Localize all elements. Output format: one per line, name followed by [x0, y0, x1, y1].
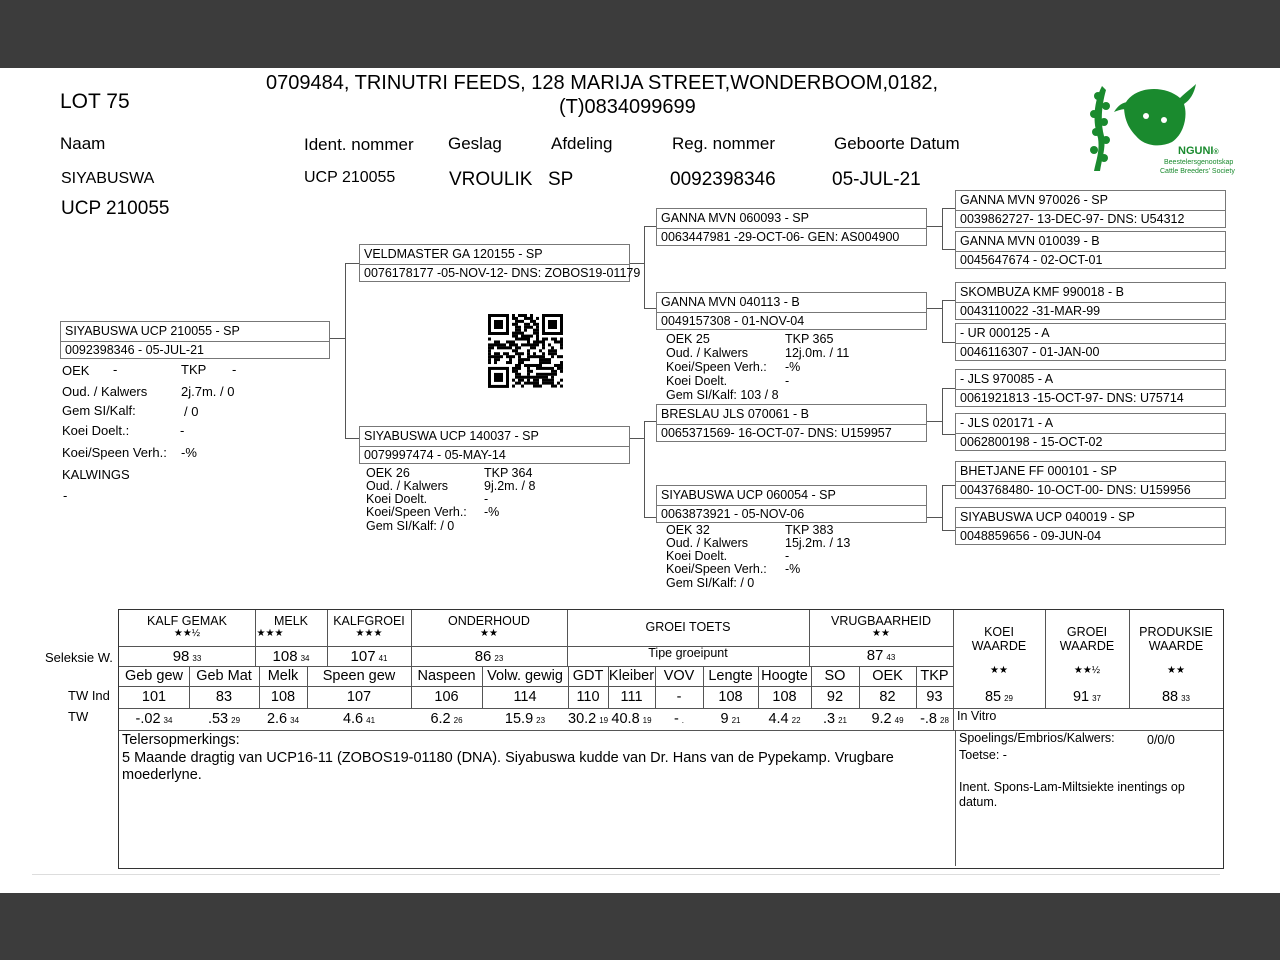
produksie-waarde-line-2: WAARDE — [1148, 639, 1204, 653]
toetse: Toetse: - — [959, 748, 1007, 762]
col-header-5: Volw. gewig — [487, 668, 563, 684]
gp-sd-oud-label: Oud. / Kalwers — [666, 346, 748, 360]
seleksie-kalfgroei-accuracy: 41 — [378, 654, 388, 663]
produksie-waarde-ind-accuracy: 33 — [1181, 694, 1191, 703]
gp-dd-line-2: 0063873921 - 05-NOV-06 — [661, 507, 805, 521]
gp-ss-line-2: 0063447981 -29-OCT-06- GEN: AS004900 — [661, 230, 900, 244]
col-header-1: Geb Mat — [196, 668, 252, 684]
tw-label: TW — [68, 709, 89, 724]
tw-10-accuracy: 22 — [791, 716, 801, 725]
gp-ss-line-1: GANNA MVN 060093 - SP — [661, 211, 809, 225]
dam-koei-value: - — [484, 492, 489, 506]
stars-koei: ★★ — [990, 665, 1008, 676]
tw-8-value: - — [673, 711, 679, 727]
koei-waarde-ind-value: 85 — [984, 689, 1002, 705]
subject-oud-label: Oud. / Kalwers — [62, 384, 148, 399]
col-header-4: Naspeen — [417, 668, 476, 684]
seleksie-kalfgroei-value: 107 — [350, 648, 376, 665]
ggp-5-line-2: 0061921813 -15-OCT-97- DNS: U75714 — [960, 391, 1184, 405]
gp-dam-sire-box — [656, 404, 927, 442]
ggp-8-line-1: SIYABUSWA UCP 040019 - SP — [960, 510, 1135, 524]
tw-0-accuracy: 34 — [163, 716, 173, 725]
tw-9-accuracy: 21 — [731, 716, 741, 725]
subject-line-1: SIYABUSWA UCP 210055 - SP — [65, 324, 240, 338]
ggp-7-line-2: 0043768480- 10-OCT-00- DNS: U159956 — [960, 483, 1191, 497]
inent-line-2: datum. — [959, 795, 998, 809]
ggp-2-line-1: GANNA MVN 010039 - B — [960, 234, 1100, 248]
seleksie-kalf-gemak-value: 98 — [172, 648, 190, 665]
lot-number: LOT 75 — [60, 90, 130, 113]
tw-0 — [119, 711, 189, 727]
dam-speen-label: Koei/Speen Verh.: — [366, 505, 467, 519]
tw-ind-1: 83 — [215, 689, 233, 705]
logo-brand: NGUNI® — [1178, 145, 1219, 157]
tw-1-value: .53 — [207, 711, 229, 727]
seleksie-onderhoud-accuracy: 23 — [494, 654, 504, 663]
animal-ident: UCP 210055 — [304, 169, 396, 186]
gp-sire-dam-box — [656, 292, 927, 330]
group-onderhoud: ONDERHOUD — [448, 614, 530, 628]
ident-label: Ident. nommer — [304, 135, 414, 154]
animal-naam: SIYABUSWA — [61, 170, 155, 187]
bottom-bar — [0, 893, 1280, 960]
tw-12-value: 9.2 — [871, 711, 892, 727]
seleksie-vrugbaarheid-accuracy: 43 — [886, 653, 896, 662]
tw-13-accuracy: 28 — [940, 716, 949, 725]
ggp-4-line-2: 0046116307 - 01-JAN-00 — [960, 345, 1100, 359]
dam-oud-value: 9j.2m. / 8 — [484, 479, 536, 493]
dam-tkp: TKP 364 — [484, 466, 533, 480]
animal-ucp: UCP 210055 — [61, 198, 170, 219]
geboorte-label: Geboorte Datum — [834, 134, 960, 153]
stars-produksie: ★★ — [1167, 665, 1185, 676]
tw-ind-6: 110 — [576, 689, 600, 705]
logo-line-1: Beestelersgenootskap — [1164, 159, 1234, 166]
produksie-waarde-line-1: PRODUKSIE — [1139, 625, 1213, 639]
ggp-box-3 — [955, 282, 1226, 320]
koei-waarde-ind — [953, 689, 1045, 705]
tw-ind-2: 108 — [270, 689, 296, 705]
groei-waarde-ind-accuracy: 37 — [1092, 694, 1102, 703]
tw-ind-9: 108 — [718, 689, 743, 705]
top-bar — [0, 0, 1280, 68]
col-header-2: Melk — [267, 668, 299, 684]
ggp-box-7 — [955, 461, 1226, 499]
group-kalf-gemak: KALF GEMAK — [147, 614, 227, 628]
gp-sd-oud-value: 12j.0m. / 11 — [785, 346, 850, 360]
ggp-1-line-2: 0039862727- 13-DEC-97- DNS: U54312 — [960, 212, 1185, 226]
ggp-3-line-1: SKOMBUZA KMF 990018 - B — [960, 285, 1124, 299]
col-header-13: TKP — [920, 668, 949, 684]
subject-tkp-value: - — [232, 362, 237, 377]
seleksie-melk-accuracy: 34 — [300, 654, 310, 663]
ggp-4-line-1: - UR 000125 - A — [960, 326, 1050, 340]
subject-koei-value: - — [180, 423, 185, 438]
subject-oek-value: - — [113, 362, 118, 377]
tw-0-value: -.02 — [135, 711, 161, 727]
ggp-box-8 — [955, 507, 1226, 545]
gp-dd-oek: OEK 32 — [666, 523, 710, 537]
remarks-title: Telersopmerkings: — [122, 732, 240, 748]
produksie-waarde-ind-value: 88 — [1161, 689, 1179, 705]
seleksie-vrugbaarheid — [809, 647, 953, 664]
gp-sd-line-1: GANNA MVN 040113 - B — [661, 295, 800, 309]
tw-7 — [608, 711, 655, 727]
gp-sd-koei-label: Koei Doelt. — [666, 374, 728, 388]
tw-2-value: 2.6 — [266, 711, 288, 727]
tw-ind-label: TW Ind — [68, 688, 110, 703]
tw-4-value: 6.2 — [430, 711, 451, 727]
tw-12-accuracy: 49 — [894, 716, 904, 725]
tw-ind-13: 93 — [926, 689, 943, 705]
col-header-3: Speen gew — [322, 668, 396, 684]
afdeling-label: Afdeling — [551, 134, 613, 153]
dam-speen-value: -% — [484, 505, 500, 519]
gp-sd-tkp: TKP 365 — [785, 332, 834, 346]
tw-ind-5: 114 — [513, 689, 537, 705]
gp-dd-koei-value: - — [785, 549, 790, 563]
produksie-waarde-ind — [1129, 689, 1223, 705]
tw-4 — [411, 711, 482, 727]
spoelings-value: 0/0/0 — [1147, 733, 1175, 747]
ggp-box-1 — [955, 190, 1226, 228]
gp-sd-speen-value: -% — [785, 360, 801, 374]
seleksie-kalf-gemak — [119, 648, 255, 665]
ggp-1-line-1: GANNA MVN 970026 - SP — [960, 193, 1108, 207]
koei-waarde-line-2: WAARDE — [971, 639, 1027, 653]
tw-13-value: -.8 — [920, 711, 937, 727]
tw-ind-3: 107 — [346, 689, 372, 705]
tw-8 — [655, 711, 703, 727]
group-vrugbaarheid: VRUGBAARHEID — [830, 614, 932, 628]
ggp-7-line-1: BHETJANE FF 000101 - SP — [960, 464, 1118, 478]
tw-4-accuracy: 26 — [453, 716, 463, 725]
ggp-box-5 — [955, 369, 1226, 407]
ggp-3-line-2: 0043110022 -31-MAR-99 — [960, 304, 1101, 318]
tw-12 — [859, 711, 916, 727]
ggp-box-4 — [955, 323, 1226, 361]
tw-10-value: 4.4 — [768, 711, 789, 727]
gp-dd-tkp: TKP 383 — [785, 523, 834, 537]
subject-tkp-label: TKP — [181, 362, 207, 377]
subject-gem-label: Gem SI/Kalf: — [62, 403, 136, 418]
gp-dam-dam-box — [656, 485, 927, 523]
tw-5 — [482, 711, 568, 727]
tw-6 — [568, 711, 608, 727]
gp-sd-gem: Gem SI/Kalf: 103 / 8 — [666, 388, 779, 402]
tw-ind-0: 101 — [141, 689, 167, 705]
seleksie-onderhoud-value: 86 — [474, 648, 492, 665]
animal-geboorte: 05-JUL-21 — [832, 169, 921, 190]
koei-waarde-ind-accuracy: 29 — [1004, 694, 1014, 703]
tw-3-value: 4.6 — [342, 711, 364, 727]
qr-code — [481, 314, 570, 388]
col-header-8: VOV — [663, 668, 695, 684]
tw-3-accuracy: 41 — [366, 716, 376, 725]
col-header-11: SO — [824, 668, 846, 684]
col-header-10: Hoogte — [761, 668, 808, 684]
tw-6-accuracy: 19 — [599, 716, 609, 725]
seller-line-1: 0709484, TRINUTRI FEEDS, 128 MARIJA STREET,WONDERBOOM,0182, — [266, 72, 939, 94]
subject-oud-value: 2j.7m. / 0 — [181, 384, 235, 399]
animal-reg: 0092398346 — [670, 169, 776, 190]
gp-sire-sire-box — [656, 208, 927, 246]
tw-ind-12: 82 — [879, 689, 896, 705]
reg-label: Reg. nommer — [672, 134, 775, 153]
subject-line-2: 0092398346 - 05-JUL-21 — [65, 343, 204, 357]
tw-5-value: 15.9 — [504, 711, 534, 727]
seleksie-melk — [255, 648, 327, 665]
subject-koei-label: Koei Doelt.: — [62, 423, 130, 438]
tw-2 — [259, 711, 307, 727]
ggp-6-line-2: 0062800198 - 15-OCT-02 — [960, 435, 1103, 449]
stars-kalf-gemak: ★★½ — [173, 628, 201, 639]
stars-kalfgroei: ★★★ — [355, 628, 383, 639]
geslag-label: Geslag — [448, 134, 502, 153]
tw-ind-7: 111 — [620, 689, 643, 705]
nguni-logo — [1084, 76, 1234, 181]
seleksie-kalfgroei — [327, 648, 411, 665]
gp-sd-speen-label: Koei/Speen Verh.: — [666, 360, 767, 374]
tw-13 — [916, 711, 953, 727]
gp-dd-gem: Gem SI/Kalf: / 0 — [666, 576, 755, 590]
ebv-table — [118, 609, 1224, 869]
subject-speen-value: -% — [181, 445, 197, 460]
groei-waarde-line-2: WAARDE — [1059, 639, 1115, 653]
col-header-9: Lengte — [708, 668, 753, 684]
seleksie-vrugbaarheid-value: 87 — [866, 647, 884, 664]
tw-9 — [703, 711, 758, 727]
col-header-12: OEK — [872, 668, 903, 684]
col-header-7: Kleiber — [608, 668, 655, 684]
koei-waarde-line-1: KOEI — [984, 625, 1014, 639]
tw-ind-11: 92 — [826, 689, 844, 705]
stars-onderhoud: ★★ — [480, 628, 498, 639]
groei-waarde-ind-value: 91 — [1072, 689, 1090, 705]
group-groei-toets: GROEI TOETS — [645, 620, 731, 634]
tw-6-value: 30.2 — [568, 711, 597, 727]
seleksie-melk-value: 108 — [272, 648, 298, 665]
group-kalfgroei: KALFGROEI — [333, 614, 405, 628]
gp-ds-line-2: 0065371569- 16-OCT-07- DNS: U159957 — [661, 426, 892, 440]
gp-ds-line-1: BRESLAU JLS 070061 - B — [661, 407, 809, 421]
tipe-groeipunt: Tipe groeipunt — [648, 646, 728, 660]
lot-sheet — [0, 68, 1280, 893]
subject-speen-label: Koei/Speen Verh.: — [62, 445, 167, 460]
ggp-box-6 — [955, 413, 1226, 451]
gp-dd-line-1: SIYABUSWA UCP 060054 - SP — [661, 488, 836, 502]
ggp-8-line-2: 0048859656 - 09-JUN-04 — [960, 529, 1102, 543]
tw-ind-8: - — [676, 689, 682, 705]
qr-code-icon — [481, 314, 570, 388]
group-melk: MELK — [273, 614, 309, 628]
seleksie-onderhoud — [411, 648, 567, 665]
subject-box — [60, 321, 330, 359]
seller-line-2: (T)0834099699 — [559, 96, 696, 118]
dam-box — [359, 426, 630, 464]
footer-divider — [32, 874, 1220, 875]
dam-oek: OEK 26 — [366, 466, 410, 480]
col-header-6: GDT — [572, 668, 604, 684]
gp-dd-oud-value: 15j.2m. / 13 — [785, 536, 851, 550]
naam-label: Naam — [60, 134, 106, 153]
tw-1-accuracy: 29 — [231, 716, 241, 725]
groei-waarde-line-1: GROEI — [1066, 625, 1108, 639]
gp-sd-oek: OEK 25 — [666, 332, 710, 346]
ggp-2-line-2: 0045647674 - 02-OCT-01 — [960, 253, 1103, 267]
dam-gem: Gem SI/Kalf: / 0 — [366, 519, 455, 533]
animal-geslag: VROULIK — [449, 169, 533, 190]
seleksie-label: Seleksie W. — [45, 650, 113, 665]
spoelings-label: Spoelings/Embrios/Kalwers: — [959, 731, 1115, 745]
stars-melk: ★★★ — [256, 628, 284, 639]
in-vitro: In Vitro — [957, 709, 997, 723]
dam-oud-label: Oud. / Kalwers — [366, 479, 448, 493]
gp-dd-speen-label: Koei/Speen Verh.: — [666, 562, 767, 576]
seleksie-kalf-gemak-accuracy: 33 — [192, 654, 202, 663]
sire-line-1: VELDMASTER GA 120155 - SP — [364, 247, 543, 261]
tw-7-accuracy: 19 — [642, 716, 652, 725]
tw-5-accuracy: 23 — [536, 716, 546, 725]
tw-1 — [189, 711, 259, 727]
kalwings-value: - — [63, 488, 68, 503]
remarks-line-1: 5 Maande dragtig van UCP16-11 (ZOBOS19-01180 (DNA). Siyabuswa kudde van Dr. Hans van de Pypekamp. Vrugbare — [122, 750, 894, 766]
tw-9-value: 9 — [720, 711, 729, 727]
gp-dd-oud-label: Oud. / Kalwers — [666, 536, 748, 550]
tw-11-accuracy: 21 — [838, 716, 847, 725]
dam-line-1: SIYABUSWA UCP 140037 - SP — [364, 429, 539, 443]
dam-line-2: 0079997474 - 05-MAY-14 — [364, 448, 506, 462]
gp-sd-koei-value: - — [785, 374, 790, 388]
ggp-6-line-1: - JLS 020171 - A — [960, 416, 1054, 430]
subject-oek-label: OEK — [62, 363, 90, 378]
groei-waarde-ind — [1045, 689, 1129, 705]
stars-groei: ★★½ — [1073, 665, 1101, 676]
ggp-box-2 — [955, 231, 1226, 269]
logo-line-2: Cattle Breeders' Society — [1160, 168, 1235, 175]
dam-koei-label: Koei Doelt. — [366, 492, 428, 506]
tw-11-value: .3 — [823, 711, 836, 727]
tw-7-value: 40.8 — [611, 711, 640, 727]
tw-3 — [307, 711, 411, 727]
inent-line-1: Inent. Spons-Lam-Miltsiekte inentings op — [959, 780, 1185, 794]
stars-vrugbaarheid: ★★ — [872, 628, 890, 639]
tw-10 — [758, 711, 811, 727]
tw-2-accuracy: 34 — [290, 716, 300, 725]
gp-dd-speen-value: -% — [785, 562, 801, 576]
subject-gem-value: / 0 — [184, 404, 199, 419]
gp-dd-koei-label: Koei Doelt. — [666, 549, 728, 563]
tw-ind-4: 106 — [434, 689, 459, 705]
tw-ind-10: 108 — [772, 689, 797, 705]
sire-line-2: 0076178177 -05-NOV-12- DNS: ZOBOS19-01179 — [364, 266, 641, 280]
ggp-5-line-1: - JLS 970085 - A — [960, 372, 1054, 386]
tw-8-accuracy: . — [681, 716, 685, 725]
kalwings-label: KALWINGS — [62, 467, 130, 482]
tw-11 — [811, 711, 859, 727]
col-header-0: Geb gew — [124, 668, 184, 684]
sire-box — [359, 244, 641, 282]
remarks-line-2: moederlyne. — [122, 767, 202, 783]
animal-afdeling: SP — [548, 169, 574, 190]
gp-sd-line-2: 0049157308 - 01-NOV-04 — [661, 314, 805, 328]
